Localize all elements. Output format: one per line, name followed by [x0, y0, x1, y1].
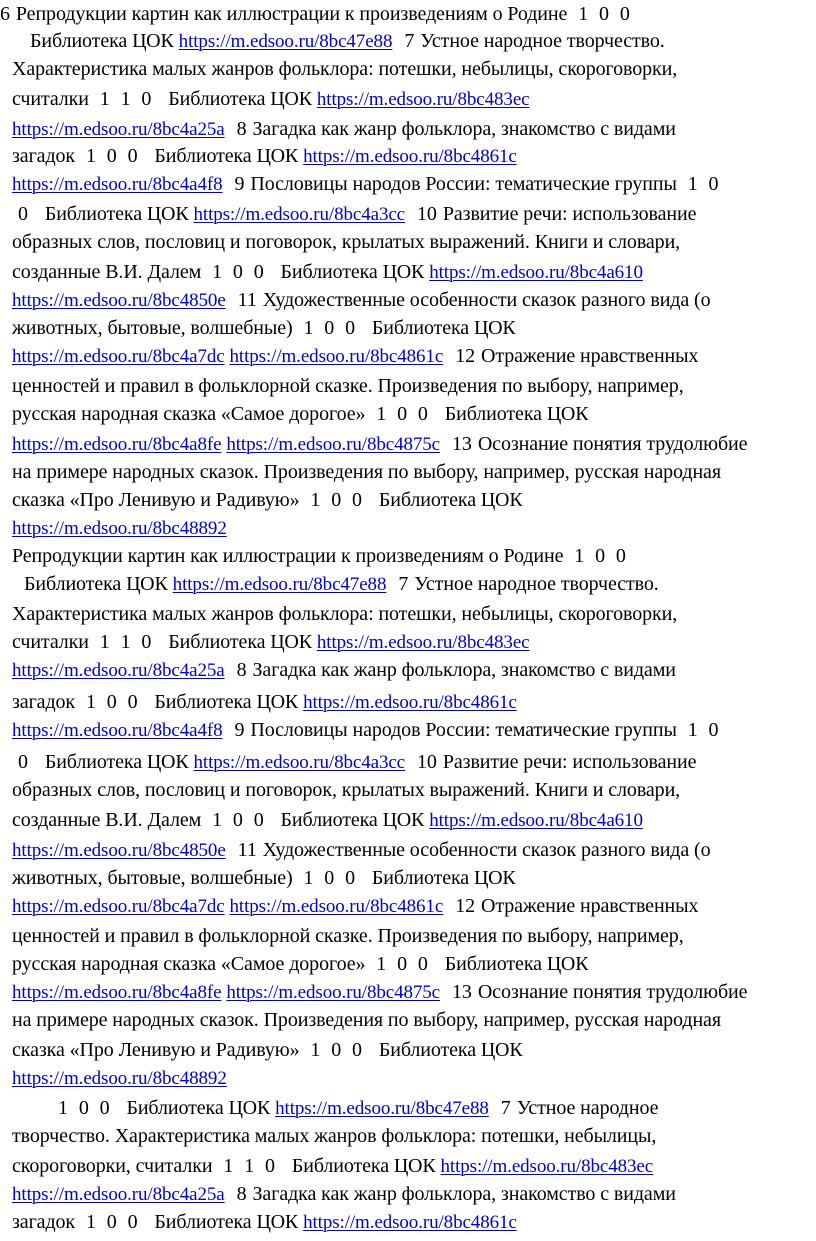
- text-segment: Библиотека ЦОК: [24, 573, 173, 595]
- text-segment: 0: [265, 1155, 280, 1177]
- text-line: [12, 1064, 233, 1092]
- text-segment: созданные В.И. Далем: [12, 261, 202, 283]
- library-link[interactable]: https://m.edsoo.ru/8bc48892: [12, 1068, 227, 1089]
- text-segment: русская народная сказка «Самое дорогое»: [12, 953, 366, 975]
- text-line: [12, 656, 676, 684]
- text-segment: 0: [78, 1097, 94, 1119]
- text-segment: 0: [352, 489, 367, 511]
- text-segment: Характеристика малых жанров фольклора: потешки, небылицы, скороговорки,: [12, 58, 678, 80]
- text-segment: 9: [234, 719, 245, 741]
- text-line: [12, 1036, 523, 1064]
- text-segment: 0: [141, 631, 157, 653]
- text-segment: 0: [324, 317, 340, 339]
- text-segment: 0: [397, 403, 412, 425]
- text-segment: 0: [708, 719, 719, 741]
- text-segment: 12: [455, 345, 475, 367]
- text-line: [12, 85, 530, 113]
- text-segment: 0: [18, 751, 33, 773]
- text-line: [12, 892, 698, 920]
- text-line: [12, 716, 718, 744]
- text-segment: 1: [244, 1155, 260, 1177]
- text-segment: на примере народных сказок. Произведения по выбору, например, русская народная: [12, 1009, 721, 1031]
- text-segment: Библиотека ЦОК: [378, 489, 523, 511]
- library-link[interactable]: https://m.edsoo.ru/8bc4850e: [12, 290, 226, 311]
- text-segment: Библиотека ЦОК: [168, 631, 317, 653]
- text-line: [12, 922, 684, 950]
- text-line: [12, 748, 696, 776]
- text-segment: 1: [298, 317, 319, 339]
- text-line: [12, 806, 643, 834]
- text-segment: 0: [232, 809, 248, 831]
- text-segment: 13: [452, 433, 472, 455]
- text-segment: Библиотека ЦОК: [378, 1039, 523, 1061]
- library-link[interactable]: https://m.edsoo.ru/8bc4a610: [429, 810, 643, 831]
- text-segment: 1: [207, 809, 227, 831]
- text-segment: Библиотека ЦОК: [30, 30, 179, 52]
- text-segment: Художественные особенности сказок разного вида (о: [262, 839, 711, 861]
- text-line: [12, 978, 747, 1006]
- text-segment: 1: [569, 545, 590, 567]
- text-segment: Репродукции картин как иллюстрации к произведениям о Родине: [15, 3, 568, 25]
- text-segment: 11: [237, 289, 257, 311]
- text-segment: 0: [615, 545, 626, 567]
- library-link[interactable]: https://m.edsoo.ru/8bc4a25a: [12, 119, 225, 140]
- library-link[interactable]: https://m.edsoo.ru/8bc47e88: [172, 574, 387, 595]
- library-link[interactable]: https://m.edsoo.ru/8bc4a4f8: [12, 720, 223, 741]
- text-segment: Художественные особенности сказок разного вида (о: [262, 289, 711, 311]
- text-segment: созданные В.И. Далем: [12, 809, 202, 831]
- text-segment: русская народная сказка «Самое дорогое»: [12, 403, 366, 425]
- text-segment: 1: [218, 1155, 239, 1177]
- text-segment: 1: [305, 1039, 326, 1061]
- text-segment: 0: [141, 88, 157, 110]
- library-link[interactable]: https://m.edsoo.ru/8bc4861c: [229, 346, 444, 367]
- library-link[interactable]: https://m.edsoo.ru/8bc4861c: [303, 146, 517, 167]
- text-segment: 1: [81, 145, 101, 167]
- text-segment: Библиотека ЦОК: [371, 317, 516, 339]
- text-segment: 11: [237, 839, 257, 861]
- text-line: [12, 1122, 656, 1150]
- library-link[interactable]: https://m.edsoo.ru/8bc483ec: [440, 1156, 654, 1177]
- library-link[interactable]: https://m.edsoo.ru/8bc4875c: [226, 434, 441, 455]
- text-line: [12, 628, 530, 656]
- text-segment: Развитие речи: использование: [442, 751, 697, 773]
- text-line: [12, 115, 676, 143]
- library-link[interactable]: https://m.edsoo.ru/8bc4a8fe: [12, 434, 222, 455]
- text-segment: 8: [236, 118, 247, 140]
- text-segment: 1: [305, 489, 326, 511]
- text-segment: 6: [0, 3, 10, 25]
- text-segment: 9: [234, 173, 245, 195]
- text-segment: Библиотека ЦОК: [126, 1097, 276, 1119]
- text-line: [18, 27, 665, 55]
- text-segment: 0: [324, 867, 340, 889]
- text-segment: Библиотека ЦОК: [154, 145, 304, 167]
- library-link[interactable]: https://m.edsoo.ru/8bc4a8fe: [12, 982, 222, 1003]
- text-segment: Библиотека ЦОК: [44, 203, 194, 225]
- text-segment: 12: [455, 895, 475, 917]
- text-segment: 7: [404, 30, 415, 52]
- text-segment: 1: [81, 1211, 101, 1233]
- text-line: [12, 1152, 653, 1180]
- text-segment: 1: [371, 403, 392, 425]
- text-segment: скороговорки, считалки: [12, 1155, 213, 1177]
- text-segment: Библиотека ЦОК: [291, 1155, 441, 1177]
- text-segment: Библиотека ЦОК: [168, 88, 317, 110]
- text-line: [12, 372, 684, 400]
- text-segment: 0: [106, 145, 122, 167]
- text-segment: 10: [417, 751, 437, 773]
- text-segment: загадок: [12, 1211, 76, 1233]
- text-segment: ценностей и правил в фольклорной сказке. Произведения по выбору, например,: [12, 375, 684, 397]
- library-link[interactable]: https://m.edsoo.ru/8bc483ec: [316, 89, 530, 110]
- text-segment: 0: [352, 1039, 367, 1061]
- text-segment: 0: [99, 1097, 115, 1119]
- text-line: [12, 1180, 676, 1208]
- text-segment: Репродукции картин как иллюстрации к произведениям о Родине: [12, 545, 564, 567]
- text-line: [12, 600, 677, 628]
- text-segment: Пословицы народов России: тематические группы: [250, 719, 677, 741]
- text-segment: Устное народное: [516, 1097, 659, 1119]
- text-line: [12, 400, 589, 428]
- library-link[interactable]: https://m.edsoo.ru/8bc4a610: [429, 262, 643, 283]
- text-line: [12, 200, 696, 228]
- text-line: [12, 1006, 721, 1034]
- text-segment: 0: [127, 145, 143, 167]
- text-segment: 0: [397, 953, 412, 975]
- text-line: [12, 430, 747, 458]
- text-segment: 0: [253, 809, 269, 831]
- text-segment: 1: [120, 631, 136, 653]
- text-segment: животных, бытовые, волшебные): [12, 867, 293, 889]
- text-segment: образных слов, пословиц и поговорок, крылатых выражений. Книги и словари,: [12, 231, 681, 253]
- text-segment: 0: [417, 403, 433, 425]
- text-line: [12, 170, 718, 198]
- text-line: [12, 342, 698, 370]
- text-segment: Осознание понятия трудолюбие: [477, 981, 748, 1003]
- text-segment: Загадка как жанр фольклора, знакомство с видами: [252, 659, 676, 681]
- text-segment: 1: [81, 691, 101, 713]
- text-segment: Загадка как жанр фольклора, знакомство с видами: [252, 1183, 676, 1205]
- text-segment: Пословицы народов России: тематические группы: [250, 173, 677, 195]
- text-line: [12, 486, 523, 514]
- text-segment: 1: [120, 88, 136, 110]
- text-segment: Библиотека ЦОК: [371, 867, 516, 889]
- text-line: [12, 514, 233, 542]
- text-segment: Библиотека ЦОК: [154, 691, 304, 713]
- text-segment: Осознание понятия трудолюбие: [477, 433, 748, 455]
- library-link[interactable]: https://m.edsoo.ru/8bc4a3cc: [193, 752, 406, 773]
- library-link[interactable]: https://m.edsoo.ru/8bc4a3cc: [193, 204, 406, 225]
- text-segment: Развитие речи: использование: [442, 203, 697, 225]
- text-segment: 1: [298, 867, 319, 889]
- text-segment: 1: [94, 88, 115, 110]
- library-link[interactable]: https://m.edsoo.ru/8bc4a25a: [12, 1184, 225, 1205]
- text-segment: считалки: [12, 88, 89, 110]
- text-line: [58, 1094, 658, 1122]
- text-segment: 0: [127, 1211, 143, 1233]
- library-link[interactable]: https://m.edsoo.ru/8bc4a4f8: [12, 174, 223, 195]
- library-link[interactable]: https://m.edsoo.ru/8bc4861c: [303, 692, 517, 713]
- library-link[interactable]: https://m.edsoo.ru/8bc4a7dc: [12, 896, 225, 917]
- text-segment: 13: [452, 981, 472, 1003]
- text-segment: творчество. Характеристика малых жанров фольклора: потешки, небылицы,: [12, 1125, 657, 1147]
- text-segment: Библиотека ЦОК: [280, 809, 430, 831]
- text-line: [12, 314, 516, 342]
- text-segment: 1: [682, 173, 703, 195]
- text-segment: Библиотека ЦОК: [444, 403, 589, 425]
- text-line: [0, 0, 630, 28]
- text-segment: Библиотека ЦОК: [444, 953, 589, 975]
- text-segment: 0: [127, 691, 143, 713]
- text-segment: сказка «Про Ленивую и Радивую»: [12, 1039, 300, 1061]
- text-segment: загадок: [12, 691, 76, 713]
- text-line: [12, 258, 643, 286]
- library-link[interactable]: https://m.edsoo.ru/8bc48892: [12, 518, 227, 539]
- text-segment: Библиотека ЦОК: [280, 261, 430, 283]
- text-segment: Отражение нравственных: [481, 895, 699, 917]
- text-line: [12, 688, 517, 716]
- library-link[interactable]: https://m.edsoo.ru/8bc4861c: [229, 896, 444, 917]
- text-segment: Библиотека ЦОК: [44, 751, 194, 773]
- text-segment: Характеристика малых жанров фольклора: потешки, небылицы, скороговорки,: [12, 603, 678, 625]
- text-segment: загадок: [12, 145, 76, 167]
- text-line: [12, 1208, 517, 1236]
- text-segment: Библиотека ЦОК: [154, 1211, 304, 1233]
- text-segment: ценностей и правил в фольклорной сказке. Произведения по выбору, например,: [12, 925, 684, 947]
- text-segment: 1: [94, 631, 115, 653]
- text-line: [12, 542, 626, 570]
- text-line: [12, 142, 517, 170]
- text-segment: 8: [236, 659, 247, 681]
- text-segment: 1: [371, 953, 392, 975]
- text-segment: 0: [106, 1211, 122, 1233]
- text-segment: животных, бытовые, волшебные): [12, 317, 293, 339]
- library-link[interactable]: https://m.edsoo.ru/8bc4875c: [226, 982, 441, 1003]
- text-segment: 0: [345, 317, 360, 339]
- text-segment: 1: [682, 719, 703, 741]
- text-segment: Устное народное творчество.: [414, 573, 659, 595]
- text-segment: 10: [417, 203, 437, 225]
- text-segment: 0: [232, 261, 248, 283]
- text-segment: 7: [398, 573, 409, 595]
- text-line: [12, 228, 680, 256]
- text-segment: Устное народное творчество.: [420, 30, 665, 52]
- library-link[interactable]: https://m.edsoo.ru/8bc4a25a: [12, 660, 225, 681]
- library-link[interactable]: https://m.edsoo.ru/8bc4861c: [303, 1212, 517, 1233]
- text-line: [12, 836, 711, 864]
- text-segment: 0: [331, 1039, 347, 1061]
- text-segment: образных слов, пословиц и поговорок, крылатых выражений. Книги и словари,: [12, 779, 681, 801]
- text-segment: 0: [331, 489, 347, 511]
- text-segment: на примере народных сказок. Произведения по выбору, например, русская народная: [12, 461, 721, 483]
- library-link[interactable]: https://m.edsoo.ru/8bc4850e: [12, 840, 226, 861]
- text-segment: Загадка как жанр фольклора, знакомство с видами: [252, 118, 676, 140]
- library-link[interactable]: https://m.edsoo.ru/8bc4a7dc: [12, 346, 225, 367]
- text-line: [12, 776, 680, 804]
- text-segment: сказка «Про Ленивую и Радивую»: [12, 489, 300, 511]
- text-segment: 0: [345, 867, 360, 889]
- library-link[interactable]: https://m.edsoo.ru/8bc47e88: [178, 31, 393, 52]
- text-line: [12, 286, 711, 314]
- text-line: [12, 570, 659, 598]
- text-segment: 0: [599, 3, 614, 25]
- library-link[interactable]: https://m.edsoo.ru/8bc483ec: [316, 632, 530, 653]
- text-segment: считалки: [12, 631, 89, 653]
- text-line: [12, 458, 721, 486]
- text-segment: 8: [236, 1183, 247, 1205]
- text-segment: 0: [619, 3, 630, 25]
- text-segment: 0: [106, 691, 122, 713]
- text-segment: 0: [417, 953, 433, 975]
- library-link[interactable]: https://m.edsoo.ru/8bc47e88: [275, 1098, 489, 1119]
- text-segment: 0: [595, 545, 610, 567]
- text-segment: 0: [253, 261, 269, 283]
- text-segment: 1: [58, 1097, 73, 1119]
- text-segment: 7: [500, 1097, 511, 1119]
- text-line: [12, 864, 516, 892]
- text-segment: 0: [18, 203, 33, 225]
- text-segment: 1: [207, 261, 227, 283]
- text-segment: Отражение нравственных: [481, 345, 699, 367]
- text-line: [12, 55, 677, 83]
- text-line: [12, 950, 589, 978]
- text-segment: 1: [573, 3, 593, 25]
- text-segment: 0: [708, 173, 719, 195]
